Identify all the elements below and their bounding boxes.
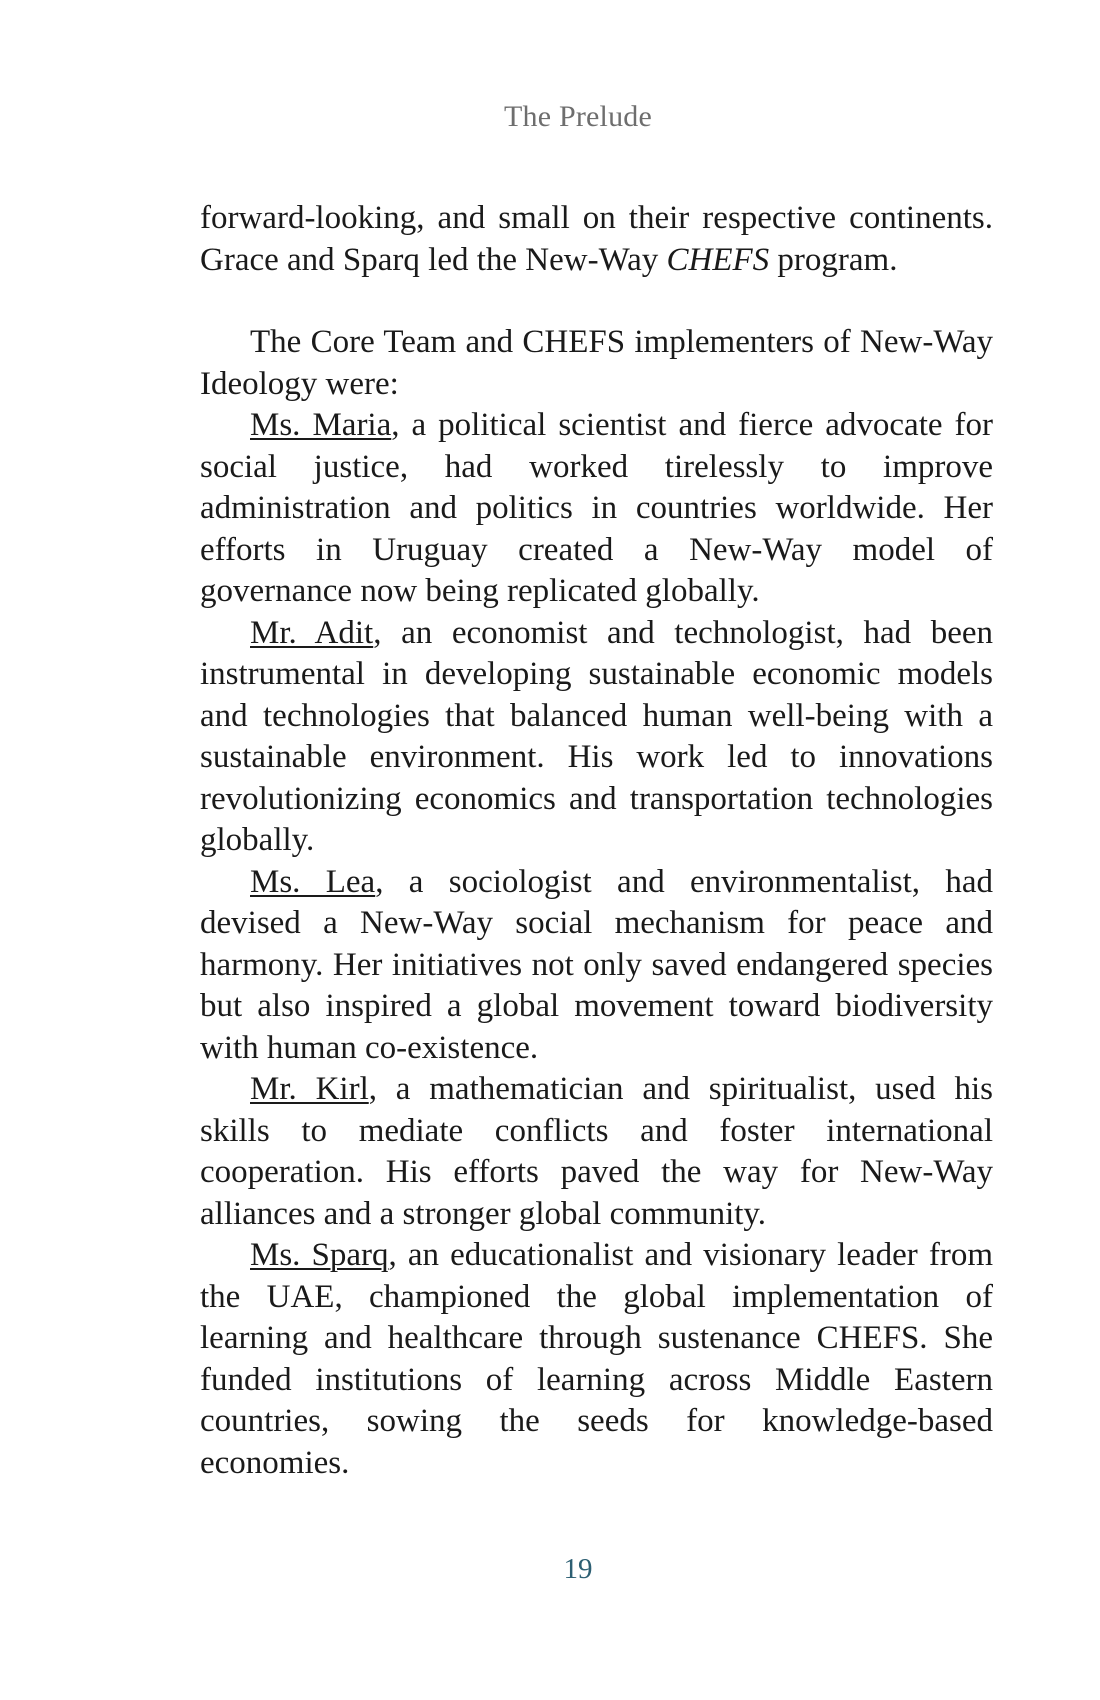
member-name: Mr. Adit [250,614,374,651]
running-header: The Prelude [504,100,652,133]
member-paragraph-adit [200,613,993,862]
italic-chefs: CHEFS [666,241,770,278]
paragraph-continued: forward-looking, and small on their respective continents. Grace and Sparq led the New-Way CHEFS program. [200,200,993,278]
member-name: Ms. Maria [250,407,392,443]
member-description: , a mathematician and spiritualist, used his skills to mediate conflicts and foster international cooperation. His efforts paved the way for New-Way alliances and a stronger global community. [200,1071,993,1232]
member-paragraph-sparq [200,1235,993,1484]
paragraph-intro: The Core Team and CHEFS implementers of New-Way Ideology were: [200,324,993,402]
member-name: Ms. Sparq [250,1237,389,1273]
member-description: , a political scientist and fierce advocate for social justice, had worked tirelessly to improve administration and politics in countries worldwide. Her efforts in Uruguay created a New-Way model of governance now being replicated globally. [200,407,994,609]
body-text [200,198,993,1484]
member-description: , an economist and technologist, had been instrumental in developing sustainable economic models and technologies that balanced human well-being with a sustainable environment. His work led to innovations revolutionizing economics and transportation technologies globally. [200,614,994,858]
member-description: , a sociologist and environmentalist, had devised a New-Way social mechanism for peace and harmony. Her initiatives not only saved endangered species but also inspired a global movement toward biodiversity with human co-existence. [200,863,993,1066]
member-name: Mr. Kirl [250,1071,369,1107]
member-paragraph-maria [200,405,993,613]
member-name: Ms. Lea [250,863,376,900]
member-paragraph-lea [200,862,993,1070]
member-description: , an educationalist and visionary leader from the UAE, championed the global implementation of learning and healthcare through sustenance CHEFS. She funded institutions of learning across Middle Eastern countries, sowing the seeds for knowledge-based economies. [200,1237,993,1481]
page-number: 19 [563,1553,593,1585]
member-paragraph-kirl [200,1069,993,1235]
